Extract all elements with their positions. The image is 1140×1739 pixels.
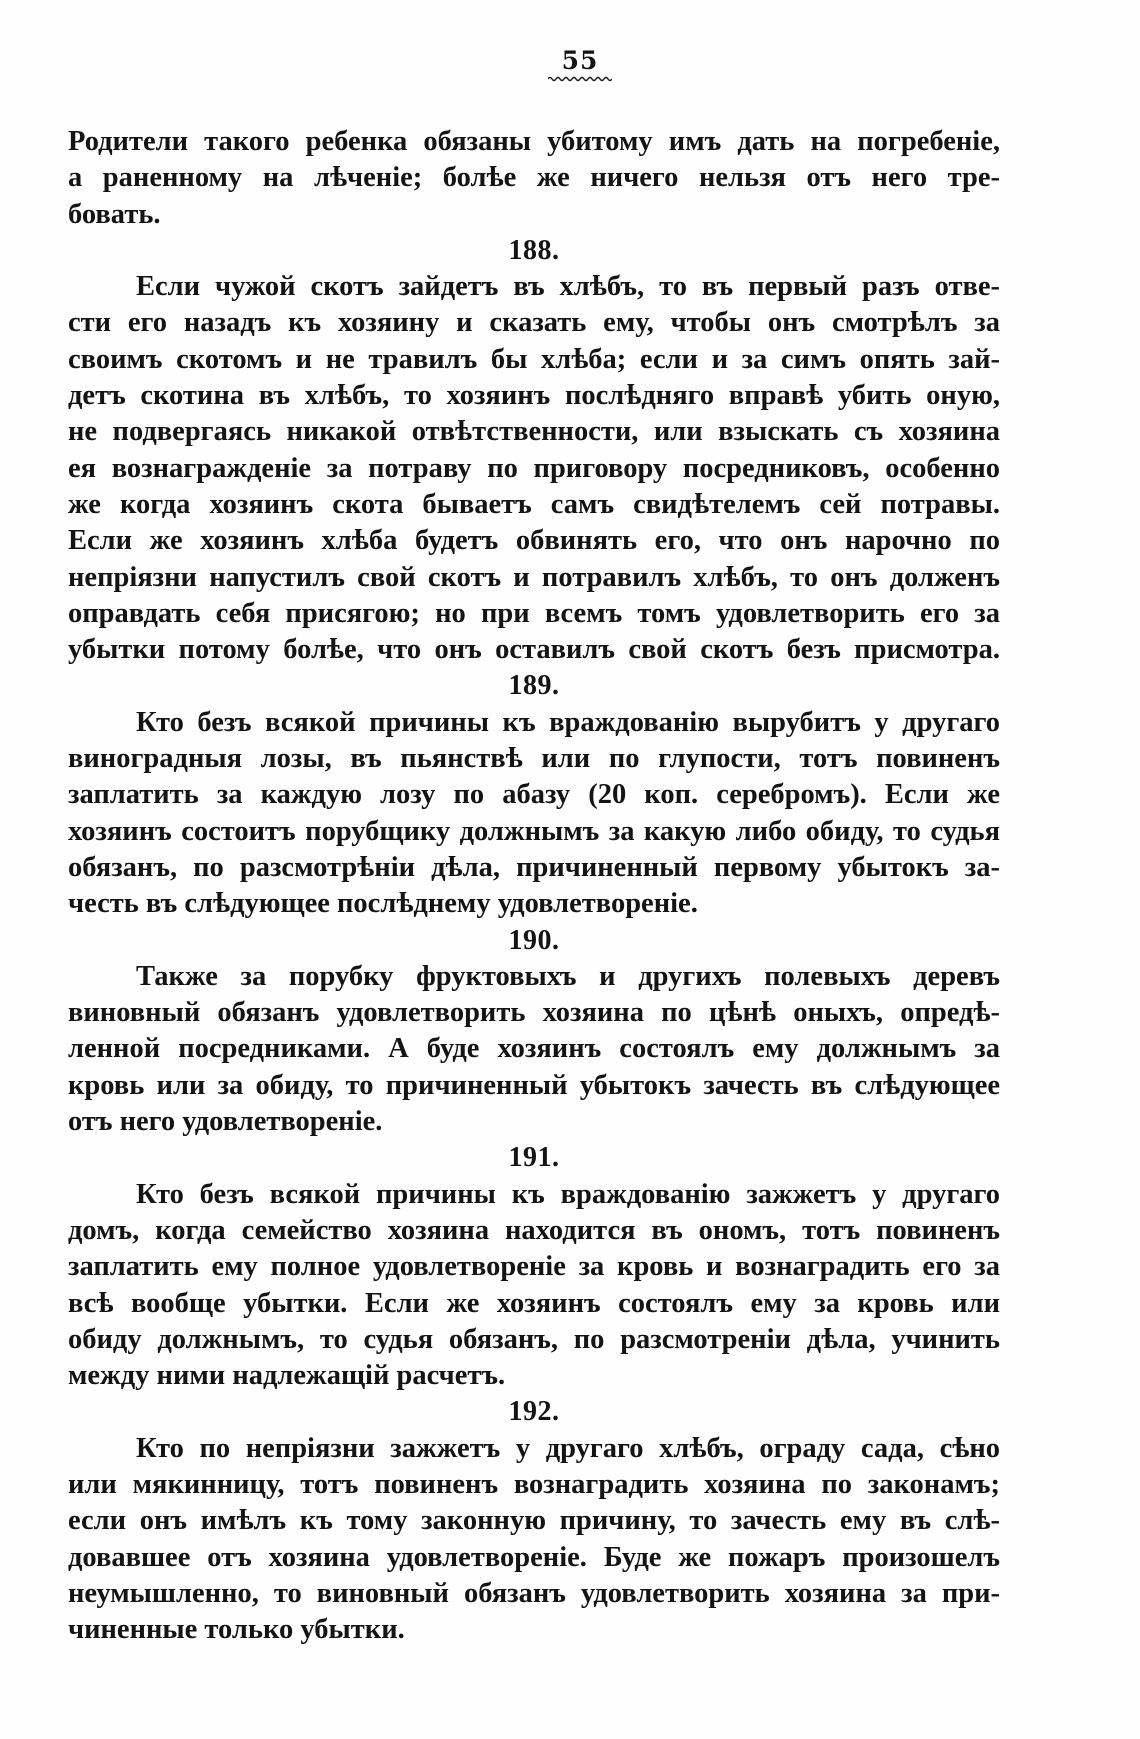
article-191 <box>68 1140 1000 1394</box>
text-line: отъ него удовлетвореніе. <box>68 1106 383 1138</box>
text-line: неумышленно, то виновный обязанъ удовлетворить хозяина за при- <box>68 1577 1000 1609</box>
text-line: бовать. <box>68 198 161 230</box>
text-line: домъ, когда семейство хозяина находится въ ономъ, тотъ повиненъ <box>68 1214 1000 1246</box>
text-line: обязанъ, по разсмотрѣніи дѣла, причиненный первому убытокъ за- <box>68 851 1000 883</box>
article-188 <box>68 233 1000 669</box>
text-line: виноградныя лозы, въ пьянствѣ или по глупости, тотъ повиненъ <box>68 743 1000 775</box>
intro-paragraph <box>68 124 1000 233</box>
text-line: Кто по непріязни зажжетъ у другаго хлѣбъ, ограду сада, сѣно <box>136 1432 1000 1464</box>
text-line: кровь или за обиду, то причиненный убытокъ зачесть въ слѣдующее <box>68 1069 1000 1101</box>
text-line: всѣ вообще убытки. Если же хозяинъ состоялъ ему за кровь или <box>68 1287 1000 1319</box>
text-line: виновный обязанъ удовлетворить хозяина по цѣнѣ оныхъ, опредѣ- <box>68 997 1000 1029</box>
article-number: 188. <box>508 234 560 266</box>
text-line: непріязни напустилъ свой скотъ и потравилъ хлѣбъ, то онъ долженъ <box>68 561 1000 593</box>
text-line: довавшее отъ хозяина удовлетвореніе. Буде же пожаръ произошелъ <box>68 1541 1000 1573</box>
text-line: Кто безъ всякой причины къ враждованію зажжетъ у другаго <box>136 1178 1000 1210</box>
text-line: ленной посредниками. А буде хозяинъ состоялъ ему должнымъ за <box>68 1033 1000 1065</box>
text-line: оправдать себя присягою; но при всемъ томъ удовлетворить его за <box>68 597 1000 629</box>
text-line: честь въ слѣдующее послѣднему удовлетвореніе. <box>68 888 698 920</box>
article-number: 192. <box>508 1396 560 1428</box>
article-192 <box>68 1394 1000 1648</box>
text-line: хозяинъ состоитъ порубщику должнымъ за какую либо обиду, то судья <box>68 815 1000 847</box>
text-line: сти его назадъ къ хозяину и сказать ему, чтобы онъ смотрѣлъ за <box>68 307 1000 339</box>
text-line: же когда хозяинъ скота бываетъ самъ свидѣтелемъ сей потравы. <box>68 488 1000 520</box>
text-line: Родители такого ребенка обязаны убитому имъ дать на погребеніе, <box>68 126 1000 157</box>
article-189 <box>68 668 1000 922</box>
text-line: Если же хозяинъ хлѣба будетъ обвинять его, что онъ нарочно по <box>68 525 1000 557</box>
text-line: а раненному на лѣченіе; болѣе же ничего нельзя отъ него тре- <box>68 162 1000 194</box>
page-number: 55 <box>561 46 599 75</box>
body-text <box>68 124 1000 1648</box>
text-line: Также за порубку фруктовыхъ и другихъ полевыхъ деревъ <box>136 960 1000 992</box>
article-number: 190. <box>508 924 560 956</box>
text-line: обиду должнымъ, то судья обязанъ, по разсмотреніи дѣла, учинить <box>68 1323 1000 1355</box>
text-line: между ними надлежащій расчетъ. <box>68 1360 506 1392</box>
text-line: своимъ скотомъ и не травилъ бы хлѣба; если и за симъ опять зай- <box>68 343 1000 375</box>
text-line: заплатить за каждую лозу по абазу (20 коп. серебромъ). Если же <box>68 779 1000 811</box>
text-line: убытки потому болѣе, что онъ оставилъ свой скотъ безъ присмотра. <box>68 634 1000 666</box>
text-line: чиненные только убытки. <box>68 1614 405 1646</box>
text-line: не подвергаясь никакой отвѣтственности, или взыскать съ хозяина <box>68 416 1000 448</box>
text-line: заплатить ему полное удовлетвореніе за кровь и вознаградить его за <box>68 1251 1000 1283</box>
article-190 <box>68 923 1000 1141</box>
text-line: Кто безъ всякой причины къ враждованію вырубитъ у другаго <box>136 706 1000 738</box>
text-line: если онъ имѣлъ къ тому законную причину, то зачесть ему въ слѣ- <box>68 1505 1000 1537</box>
page-header <box>0 46 1140 82</box>
wavy-rule-ornament <box>548 76 612 82</box>
article-number: 189. <box>508 670 560 702</box>
text-line: Если чужой скотъ зайдетъ въ хлѣбъ, то въ первый разъ отве- <box>136 271 1000 303</box>
text-line: ея вознагражденіе за потраву по приговору посредниковъ, особенно <box>68 452 1000 484</box>
text-line: или мякинницу, тотъ повиненъ вознаградить хозяина по законамъ; <box>68 1468 1000 1500</box>
article-number: 191. <box>508 1142 560 1174</box>
text-line: детъ скотина въ хлѣбъ, то хозяинъ послѣдняго вправѣ убить оную, <box>68 380 1000 412</box>
